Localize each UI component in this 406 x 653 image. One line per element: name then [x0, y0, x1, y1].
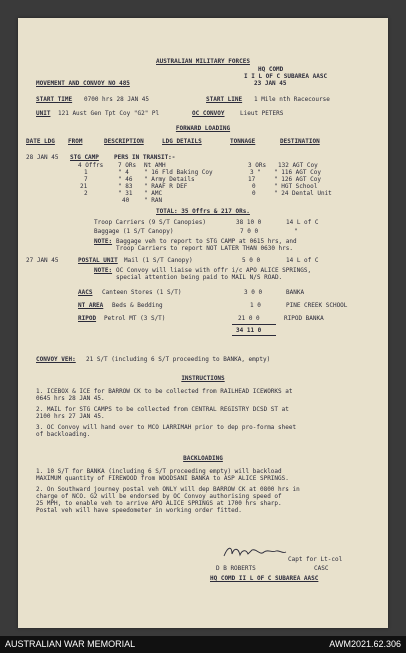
entry5-from: RIPOD — [78, 315, 97, 322]
forward-loading-heading: FORWARD LOADING — [175, 125, 231, 132]
troop-carriers: Troop Carriers (9 S/T Canopies) — [94, 219, 206, 226]
row2-e: " 126 AGT Coy — [274, 176, 321, 183]
signature-capt-line: Capt for Lt-col — [288, 556, 343, 563]
date-line: 23 JAN 45 — [254, 80, 287, 87]
row4-b: " 31 — [118, 190, 133, 197]
row1-a: 1 — [84, 169, 88, 176]
entry5-tonnage: 21 0 0 — [238, 315, 260, 322]
row3-a: 21 — [80, 183, 88, 190]
signature-name: D B ROBERTS — [216, 565, 256, 572]
list-item: 2100 hrs 27 JAN 45. — [36, 413, 105, 420]
entry2-dest: 14 L of C — [286, 257, 319, 264]
entry4-from: NT AREA — [78, 302, 104, 309]
row4-e: " 24 Dental Unit — [274, 190, 332, 197]
instructions-heading: INSTRUCTIONS — [181, 375, 225, 382]
col-date: DATE LDG — [26, 138, 55, 145]
row2-d: 17 — [248, 176, 256, 183]
note2-line2: special attention being paid to MAIL N/S ROAD. — [116, 274, 283, 281]
list-item: 3. OC Convoy will hand over to MCO LARRIMAH prior to dep pro-forma sheet — [36, 424, 297, 431]
baggage-dest: " — [294, 228, 298, 235]
document-page — [18, 18, 388, 628]
row1-d: 3 " — [250, 169, 261, 176]
start-line-label: START LINE — [206, 96, 243, 103]
baggage: Baggage (1 S/T Canopy) — [94, 228, 174, 235]
col-destination: DESTINATION — [280, 138, 320, 145]
entry3-dest: BANKA — [286, 289, 305, 296]
start-time-label: START TIME — [36, 96, 73, 103]
oc-convoy-value: Lieut PETERS — [240, 110, 284, 117]
list-item: 1. 10 S/T for BANKA (including 6 S/T proceeding empty) will backload — [36, 468, 282, 475]
entry3-tonnage: 3 0 0 — [244, 289, 263, 296]
list-item: 2. MAIL for STG CAMPS to be collected from CENTRAL REGISTRY DCSD ST at — [36, 406, 289, 413]
hq-line: HQ COMD — [258, 66, 284, 73]
row0-d: 3 ORs — [248, 162, 267, 169]
note2-label: NOTE: — [94, 267, 113, 274]
order-title: MOVEMENT AND CONVOY NO 485 — [36, 80, 130, 87]
list-item: Postal veh will have speedometer in working order fitted. — [36, 507, 242, 514]
footer-accession-number: AWM2021.62.306 — [329, 639, 401, 649]
start-time-value: 0700 hrs 28 JAN 45 — [84, 96, 150, 103]
entry3-desc: Canteen Stores (1 S/T) — [102, 289, 182, 296]
row5-c: " RAN — [144, 197, 163, 204]
row4-a: 2 — [84, 190, 88, 197]
col-description: DESCRIPTION — [104, 138, 144, 145]
backloading-heading: BACKLOADING — [183, 455, 223, 462]
baggage-tonnage: 7 0 0 — [240, 228, 259, 235]
col-ldg-details: LDG DETAILS — [162, 138, 202, 145]
note1-line2: Troop Carriers to report NOT LATER THAN 0630 hrs. — [116, 245, 294, 252]
unit-line: I I L OF C SUBAREA AASC — [244, 73, 328, 80]
signature-rank: CASC — [314, 565, 329, 572]
total-rule-bottom — [232, 335, 276, 336]
row2-c: " Army Details — [144, 176, 195, 183]
entry2-date: 27 JAN 45 — [26, 257, 59, 264]
document-title: AUSTRALIAN MILITARY FORCES — [156, 58, 250, 65]
entry5-dest: RIPOD BANKA — [284, 315, 324, 322]
entry4-tonnage: 1 0 — [250, 302, 261, 309]
footer-bar — [0, 636, 406, 653]
oc-convoy-label: OC CONVOY — [192, 110, 225, 117]
note1-label: NOTE: — [94, 238, 113, 245]
row5-b: 40 — [122, 197, 130, 204]
entry5-desc: Petrol MT (3 S/T) — [104, 315, 166, 322]
row4-d: 0 — [252, 190, 256, 197]
list-item: charge of NCO. G2 will be endorsed by OC Convoy authorising speed of — [36, 493, 282, 500]
row0-e: 132 AGT Coy — [278, 162, 318, 169]
troop-carriers-dest: 14 L of C — [286, 219, 319, 226]
row1-b: " 4 — [118, 169, 129, 176]
signature-unit: HQ COMD II L OF C SUBAREA AASC — [210, 575, 319, 582]
list-item: 2. On Southward journey postal veh ONLY will dep BARROW CK at 0800 hrs in — [36, 486, 300, 493]
entry1-desc: PERS IN TRANSIT:- — [114, 154, 176, 161]
row3-e: " HGT School — [274, 183, 318, 190]
row3-d: 0 — [252, 183, 256, 190]
unit-value: 121 Aust Gen Tpt Coy "G2" Pl — [58, 110, 160, 117]
row4-c: " AMC — [144, 190, 163, 197]
list-item: MAXIMUM quantity of FIREWOOD from WOODSANI BANKA to ASP ALICE SPRINGS. — [36, 475, 289, 482]
convoy-veh-value: 21 S/T (including 6 S/T proceeding to BANKA, empty) — [86, 356, 271, 363]
row0-c: Nt AMH — [144, 162, 166, 169]
row0-b: 7 ORs — [118, 162, 137, 169]
footer-institution: AUSTRALIAN WAR MEMORIAL — [5, 639, 136, 649]
list-item: 1. ICEBOX & ICE for BARROW CK to be collected from RAILHEAD ICEWORKS at — [36, 388, 293, 395]
note2-line1: OC Convoy will liaise with offr i/c APO ALICE SPRINGS, — [116, 267, 312, 274]
start-line-value: 1 Mile nth Racecourse — [254, 96, 330, 103]
row1-c: " 16 Fld Baking Coy — [144, 169, 213, 176]
entry4-desc: Beds & Bedding — [112, 302, 163, 309]
row1-e: " 116 AGT Coy — [274, 169, 321, 176]
col-from: FROM — [68, 138, 83, 145]
row2-b: " 46 — [118, 176, 133, 183]
entry2-tonnage: 5 0 0 — [242, 257, 261, 264]
list-item: 0645 hrs 28 JAN 45. — [36, 395, 105, 402]
entry2-desc: Mail (1 S/T Canopy) — [124, 257, 193, 264]
entry3-from: AACS — [78, 289, 93, 296]
troop-carriers-tonnage: 38 10 0 — [236, 219, 262, 226]
row3-c: " RAAF R DEF — [144, 183, 188, 190]
list-item: 25 MPH, to enable veh to arrive APO ALICE SPRINGS at 1700 hrs sharp. — [36, 500, 282, 507]
convoy-veh-label: CONVOY VEH: — [36, 356, 76, 363]
handwritten-signature — [222, 544, 288, 560]
personnel-total: TOTAL: 35 Offrs & 217 ORs. — [156, 208, 250, 215]
note1-line1: Baggage veh to report to STG CAMP at 0615 hrs, and — [116, 238, 297, 245]
entry1-date: 28 JAN 45 — [26, 154, 59, 161]
total-rule-top — [232, 324, 276, 325]
entry2-from: POSTAL UNIT — [78, 257, 118, 264]
row2-a: 7 — [84, 176, 88, 183]
col-tonnage: TONNAGE — [230, 138, 256, 145]
row0-a: 4 Offrs — [78, 162, 104, 169]
list-item: of backloading. — [36, 431, 91, 438]
unit-label: UNIT — [36, 110, 51, 117]
entry1-from: STG CAMP — [70, 154, 99, 161]
total-tonnage: 34 11 0 — [236, 327, 262, 334]
row3-b: " 83 — [118, 183, 133, 190]
entry4-dest: PINE CREEK SCHOOL — [286, 302, 348, 309]
